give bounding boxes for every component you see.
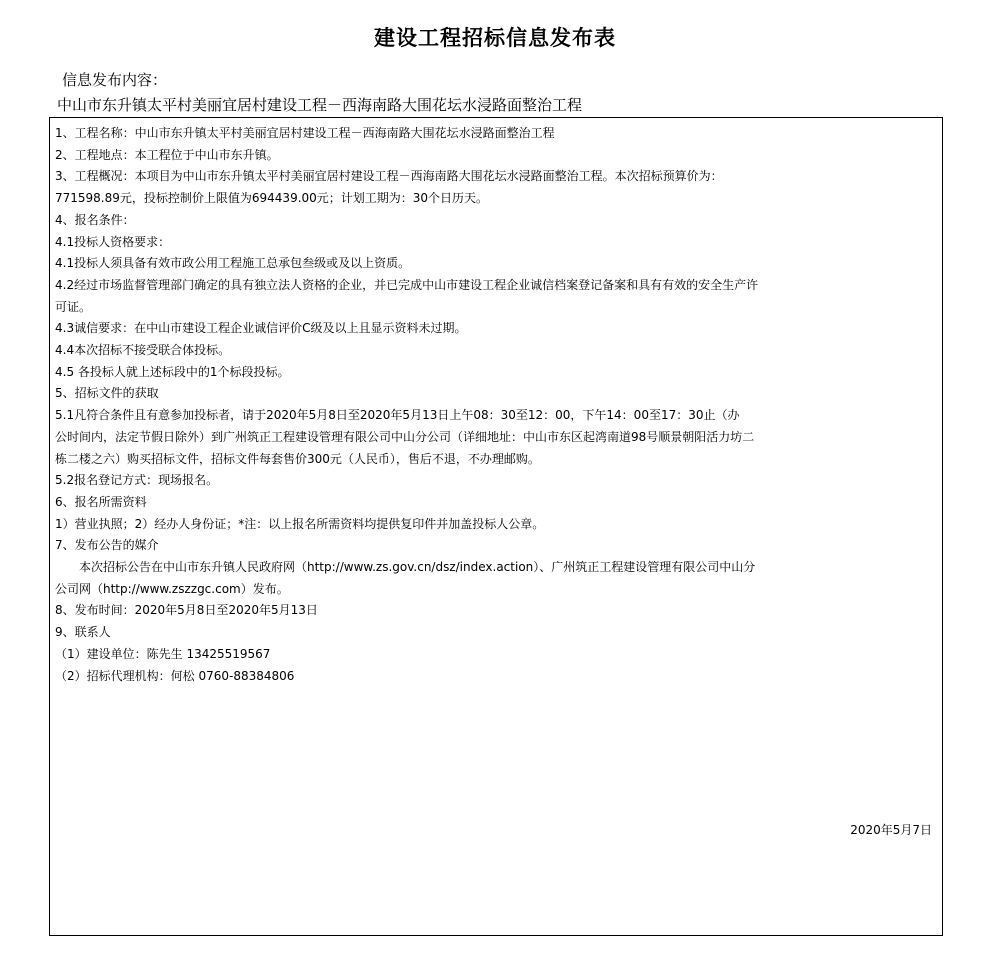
- item-contact-owner: （1）建设单位：陈先生 13425519567: [55, 646, 271, 661]
- item-tender-docs-5-1: 5.1凡符合条件且有意参加投标者，请于2020年5月8日至2020年5月13日上午08：30至12：00，下午14：00至17：30止（办: [55, 408, 740, 423]
- item-required-docs-heading: 6、报名所需资料: [55, 494, 147, 509]
- item-project-overview-cont: 771598.89元，投标控制价上限值为694439.00元；计划工期为：30个日历天。: [55, 191, 489, 206]
- info-box: [49, 117, 943, 936]
- item-qualification-heading: 4.1投标人资格要求：: [55, 234, 171, 249]
- info-content: [55, 123, 937, 687]
- item-contacts-heading: 9、联系人: [55, 625, 111, 640]
- item-registration-method-5-2: 5.2报名登记方式：现场报名。: [55, 473, 219, 488]
- item-qualification-4-1: 4.1投标人须具备有效市政公用工程施工总承包叁级或及以上资质。: [55, 256, 411, 271]
- page-title: 建设工程招标信息发布表: [374, 25, 616, 50]
- item-section-4-5: 4.5 各投标人就上述标段中的1个标段投标。: [55, 364, 290, 379]
- item-integrity-4-3: 4.3诚信要求：在中山市建设工程企业诚信评价C级及以上且显示资料未过期。: [55, 321, 467, 336]
- item-media-text: 本次招标公告在中山市东升镇人民政府网（http://www.zs.gov.cn/dsz/index.action）、广州筑正工程建设管理有限公司中山分: [79, 560, 756, 575]
- item-project-name: 1、工程名称：中山市东升镇太平村美丽宜居村建设工程－西海南路大围花坛水浸路面整治工程: [55, 126, 555, 140]
- item-publish-time: 8、发布时间：2020年5月8日至2020年5月13日: [55, 603, 318, 618]
- item-contact-agent: （2）招标代理机构：何松 0760-88384806: [55, 668, 295, 683]
- item-registration-conditions: 4、报名条件：: [55, 212, 135, 227]
- item-required-docs: 1）营业执照；2）经办人身份证；*注：以上报名所需资料均提供复印件并加盖投标人公章。: [55, 516, 545, 531]
- item-qualification-4-2-cont: 可证。: [55, 299, 92, 314]
- item-qualification-4-2: 4.2经过市场监督管理部门确定的具有独立法人资格的企业，并已完成中山市建设工程企业诚信档案登记备案和具有有效的安全生产许: [55, 277, 759, 292]
- item-tender-docs-5-1-cont2: 栋二楼之六）购买招标文件，招标文件每套售价300元（人民币），售后不退，不办理邮购。: [55, 451, 540, 466]
- sign-date: 2020年5月7日: [850, 823, 932, 837]
- item-tender-docs-5-1-cont: 公时间内，法定节假日除外）到广州筑正工程建设管理有限公司中山分公司（详细地址：中山市东区起湾南道98号顺景朝阳活力坊二: [55, 429, 755, 444]
- intro-project-name: 中山市东升镇太平村美丽宜居村建设工程－西海南路大围花坛水浸路面整治工程: [57, 96, 583, 114]
- item-no-consortium-4-4: 4.4本次招标不接受联合体投标。: [55, 343, 231, 358]
- item-project-location: 2、工程地点：本工程位于中山市东升镇。: [55, 147, 279, 162]
- item-media-text-cont: 公司网（http://www.zszzgc.com）发布。: [55, 581, 289, 596]
- intro-label: 信息发布内容：: [62, 71, 168, 89]
- item-project-overview: 3、工程概况：本项目为中山市东升镇太平村美丽宜居村建设工程－西海南路大围花坛水浸路面整治工程。本次招标预算价为：: [55, 169, 723, 184]
- item-tender-docs-heading: 5、招标文件的获取: [55, 386, 159, 401]
- item-media-heading: 7、发布公告的媒介: [55, 538, 159, 553]
